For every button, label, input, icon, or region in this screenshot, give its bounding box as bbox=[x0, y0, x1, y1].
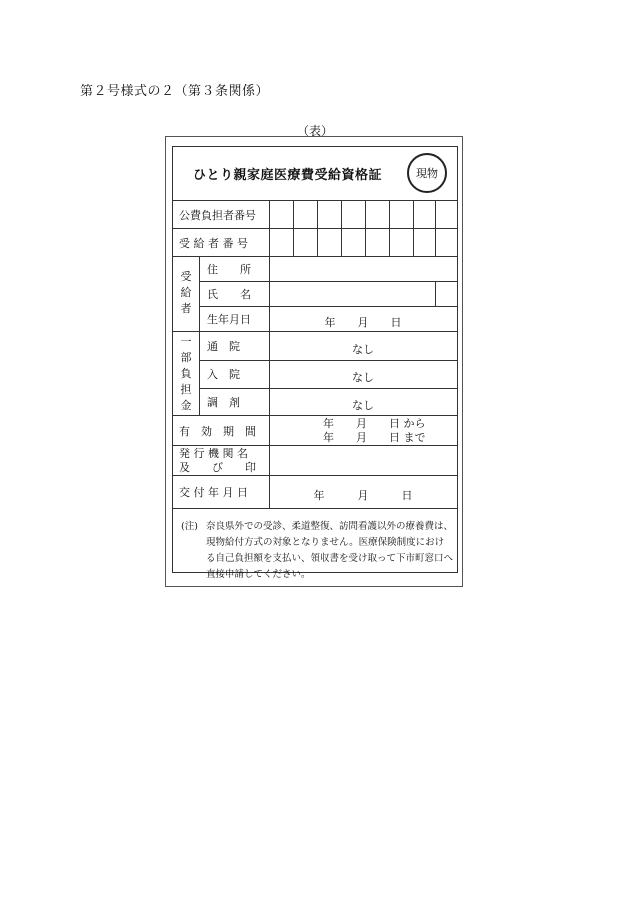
digit-box-end bbox=[435, 229, 436, 256]
inpatient-bottom-line bbox=[199, 388, 457, 389]
recipient-number-row bbox=[173, 229, 457, 257]
inpatient-value: なし bbox=[352, 371, 374, 384]
issue-date-row bbox=[173, 476, 457, 509]
issue-date-value: 年 月 日 bbox=[313, 489, 413, 502]
digit-box bbox=[341, 201, 342, 228]
issuer-row bbox=[173, 446, 457, 476]
digit-box bbox=[413, 201, 414, 228]
pharmacy-label: 調 剤 bbox=[207, 396, 240, 409]
valid-from-value: 年 月 日 から bbox=[323, 417, 426, 430]
birthdate-label: 生年月日 bbox=[207, 313, 251, 326]
digit-box bbox=[413, 229, 414, 256]
form-number-header: 第２号様式の２（第３条関係） bbox=[80, 84, 270, 99]
issue-date-label: 交 付 年 月 日 bbox=[179, 486, 248, 499]
digit-box bbox=[435, 201, 436, 228]
address-bottom-line bbox=[199, 281, 457, 282]
name-small-box bbox=[435, 281, 436, 306]
certificate-inner-frame bbox=[172, 146, 458, 580]
note-text: 奈良県外での受診、柔道整復、訪問看護以外の療養費は、現物給付方式の対象となりません。医療保険制度における自己負担額を支払い、領収書を受け取って下市町窓口へ直接申請してください。 bbox=[206, 521, 454, 580]
digit-box bbox=[389, 201, 390, 228]
address-label: 住 所 bbox=[207, 263, 251, 276]
inpatient-label: 入 院 bbox=[207, 368, 240, 381]
name-bottom-line bbox=[199, 306, 457, 307]
name-label: 氏 名 bbox=[207, 288, 251, 301]
digit-box bbox=[293, 201, 294, 228]
recipient-number-label: 受 給 者 番 号 bbox=[179, 237, 248, 250]
valid-to-value: 年 月 日 まで bbox=[323, 431, 426, 444]
recipient-group-label: 受給者 bbox=[180, 270, 192, 315]
issuer-label-line2: 及 び 印 bbox=[179, 461, 256, 474]
label-divider bbox=[269, 446, 270, 475]
outpatient-bottom-line bbox=[199, 360, 457, 361]
copay-group bbox=[173, 332, 457, 416]
label-divider bbox=[269, 416, 270, 445]
genbutsu-seal: 現物 bbox=[407, 153, 447, 193]
group-divider bbox=[199, 257, 200, 331]
digit-box bbox=[341, 229, 342, 256]
note-mark: (注) bbox=[181, 521, 198, 532]
copay-group-label: 一部負担金 bbox=[180, 335, 192, 412]
digit-box bbox=[269, 201, 270, 228]
digit-box bbox=[365, 201, 366, 228]
recipient-group bbox=[173, 257, 457, 332]
digit-box bbox=[293, 229, 294, 256]
certificate-title: ひとり親家庭医療費受給資格証 bbox=[193, 168, 383, 183]
payer-number-label: 公費負担者番号 bbox=[179, 209, 256, 222]
side-label: （表） bbox=[296, 124, 333, 138]
digit-box bbox=[317, 229, 318, 256]
title-row bbox=[173, 147, 457, 201]
group-divider bbox=[199, 332, 200, 415]
payer-number-row bbox=[173, 201, 457, 229]
digit-box bbox=[269, 229, 270, 256]
digit-box bbox=[365, 229, 366, 256]
outpatient-value: なし bbox=[352, 343, 374, 356]
valid-period-label: 有 効 期 間 bbox=[179, 425, 256, 438]
pharmacy-value: なし bbox=[352, 399, 374, 412]
certificate-outer-frame bbox=[165, 136, 463, 587]
valid-period-row bbox=[173, 416, 457, 446]
outpatient-label: 通 院 bbox=[207, 340, 240, 353]
digit-box bbox=[317, 201, 318, 228]
issuer-label-line1: 発 行 機 関 名 bbox=[179, 447, 248, 460]
digit-box bbox=[389, 229, 390, 256]
birthdate-value: 年 月 日 bbox=[324, 316, 402, 329]
